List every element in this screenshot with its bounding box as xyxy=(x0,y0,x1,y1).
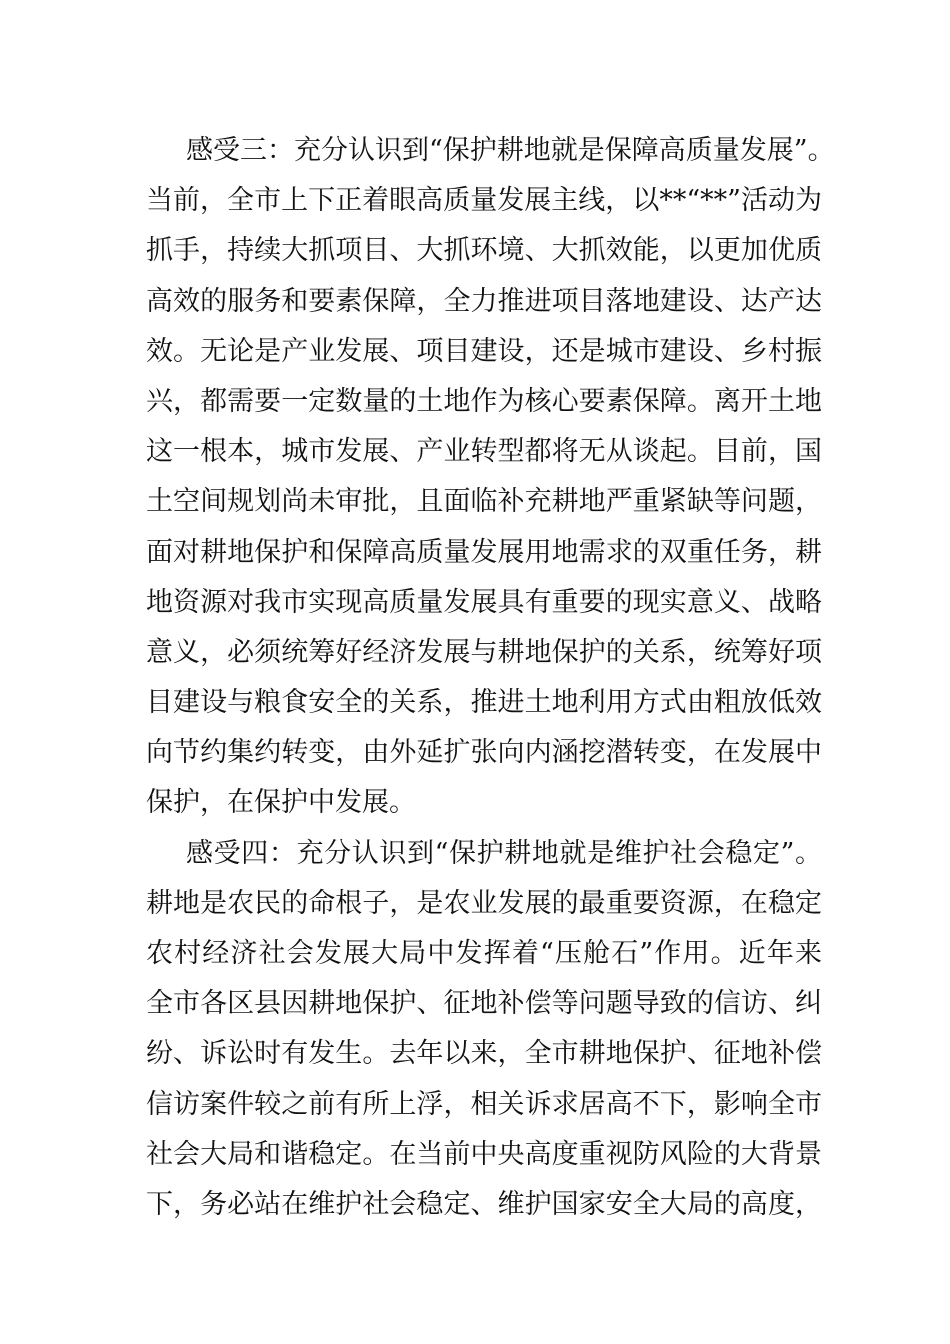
text-line: 全市各区县因耕地保护、征地补偿等问题导致的信访、纠 xyxy=(146,988,822,1020)
text-line: 耕地是农民的命根子，是农业发展的最重要资源，在稳定 xyxy=(146,887,822,919)
text-line: 高效的服务和要素保障，全力推进项目落地建设、达产达 xyxy=(146,285,822,317)
text-line: 意义，必须统筹好经济发展与耕地保护的关系，统筹好项 xyxy=(146,636,822,668)
text-line: 农村经济社会发展大局中发挥着“压舱石”作用。近年来 xyxy=(146,938,822,969)
text-line: 这一根本，城市发展、产业转型都将无从谈起。目前，国 xyxy=(146,436,822,468)
text-line: 面对耕地保护和保障高质量发展用地需求的双重任务，耕 xyxy=(146,536,822,568)
text-line: 保护，在保护中发展。 xyxy=(146,787,416,819)
text-line: 社会大局和谐稳定。在当前中央高度重视防风险的大背景 xyxy=(146,1138,822,1170)
paragraph-4-heading: 感受四：充分认识到“保护耕地就是维护社会稳定”。 xyxy=(186,837,822,869)
document-body xyxy=(146,126,835,1230)
text-line: 纷、诉讼时有发生。去年以来，全市耕地保护、征地补偿 xyxy=(146,1038,822,1070)
text-line: 效。无论是产业发展、项目建设，还是城市建设、乡村振 xyxy=(146,335,822,367)
text-line: 向节约集约转变，由外延扩张向内涵挖潜转变，在发展中 xyxy=(146,737,822,769)
text-line: 兴，都需要一定数量的土地作为核心要素保障。离开土地 xyxy=(146,385,822,417)
text-line: 地资源对我市实现高质量发展具有重要的现实意义、战略 xyxy=(146,586,822,618)
text-line: 目建设与粮食安全的关系，推进土地利用方式由粗放低效 xyxy=(146,687,822,719)
text-line: 当前，全市上下正着眼高质量发展主线，以**“**”活动为 xyxy=(146,185,822,217)
text-line: 抓手，持续大抓项目、大抓环境、大抓效能，以更加优质 xyxy=(146,235,822,267)
paragraph-3-heading: 感受三：充分认识到“保护耕地就是保障高质量发展”。 xyxy=(186,135,835,166)
text-line: 下，务必站在维护社会稳定、维护国家安全大局的高度， xyxy=(146,1188,822,1220)
text-line: 土空间规划尚未审批，且面临补充耕地严重紧缺等问题， xyxy=(146,486,822,518)
text-line: 信访案件较之前有所上浮，相关诉求居高不下，影响全市 xyxy=(146,1088,822,1120)
